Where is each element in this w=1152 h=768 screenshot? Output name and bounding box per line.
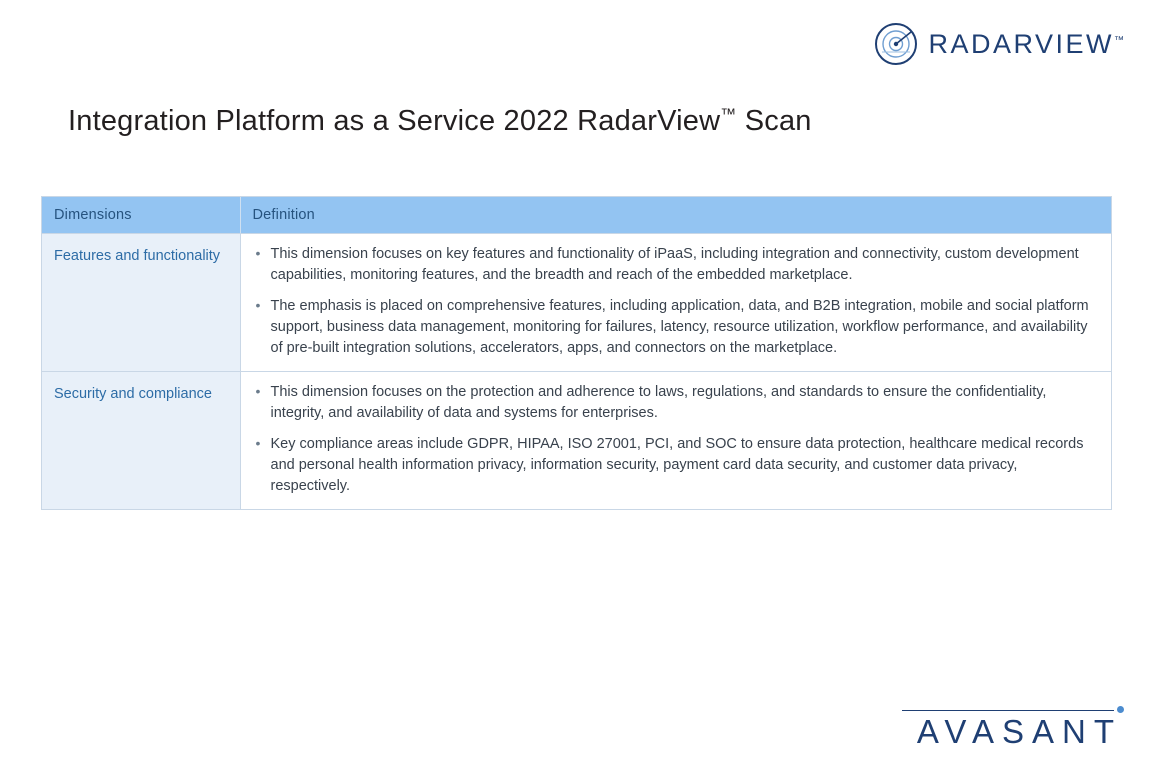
column-header-definition: Definition xyxy=(240,197,1111,234)
logo-dot-icon xyxy=(1117,706,1124,713)
logo-line xyxy=(902,710,1114,711)
definition-cell xyxy=(240,234,1111,372)
page-title-trademark: ™ xyxy=(720,106,737,124)
avasant-logo xyxy=(884,705,1124,750)
page-title-suffix: Scan xyxy=(736,105,812,138)
dimensions-table-container xyxy=(41,196,1112,510)
logo-rule xyxy=(884,705,1124,715)
brand-name xyxy=(928,29,1124,60)
list-item: • The emphasis is placed on comprehensive features, including application, data, and B2B integration, mobile and social platform support, business data management, monitoring for failures, latency, resource utilization, workflow performance, and availability of pre-built integration solutions, accelerators, apps, and connectors on the marketplace. xyxy=(269,296,1100,359)
list-item: • This dimension focuses on the protection and adherence to laws, regulations, and standards to ensure the confidentiality, integrity, and availability of data and systems for enterprises. xyxy=(269,382,1100,424)
definition-list xyxy=(249,382,1100,497)
list-item: • Key compliance areas include GDPR, HIPAA, ISO 27001, PCI, and SOC to ensure data protection, healthcare medical records and personal health information privacy, information security, payment card data security, and customer data privacy, respectively. xyxy=(269,434,1100,497)
table-row xyxy=(42,372,1111,510)
radarview-logo xyxy=(874,22,1124,66)
definition-list xyxy=(249,244,1100,359)
page-title-main: Integration Platform as a Service 2022 RadarView xyxy=(68,105,721,138)
list-item: • This dimension focuses on key features and functionality of iPaaS, including integration and connectivity, custom development capabilities, monitoring features, and the breadth and reach of the embedded marketplace. xyxy=(269,244,1100,286)
dimension-name: Security and compliance xyxy=(42,372,240,510)
brand-name-text: RADARVIEW xyxy=(928,28,1114,59)
definition-cell xyxy=(240,372,1111,510)
table-row xyxy=(42,234,1111,372)
avasant-wordmark: AVASANT xyxy=(916,713,1122,751)
radar-circle-icon xyxy=(874,22,918,66)
page-title xyxy=(68,105,812,138)
brand-trademark: ™ xyxy=(1114,34,1124,46)
column-header-dimensions: Dimensions xyxy=(42,197,240,234)
dimensions-table xyxy=(42,197,1111,509)
dimension-name: Features and functionality xyxy=(42,234,240,372)
table-header-row xyxy=(42,197,1111,234)
